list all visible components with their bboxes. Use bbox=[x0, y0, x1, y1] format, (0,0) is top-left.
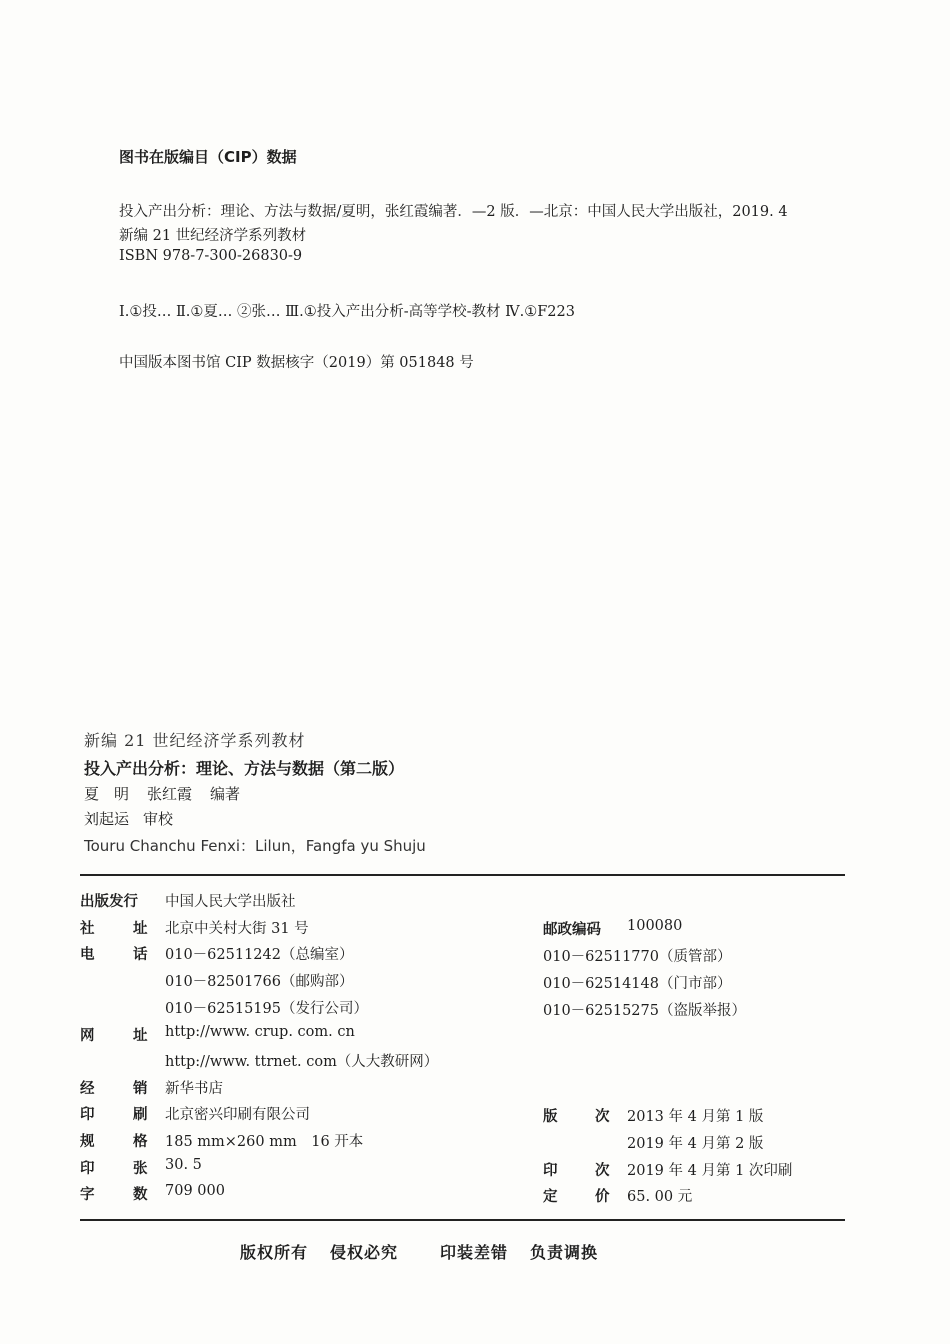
sheets-value: 30. 5 bbox=[165, 1157, 202, 1173]
edition-label-b: 次 bbox=[595, 1109, 610, 1125]
author-2: 张红霞 bbox=[147, 785, 193, 803]
web-url-2[interactable]: http://www. ttrnet. com（人大教研网） bbox=[165, 1054, 439, 1070]
book-title: 投入产出分析：理论、方法与数据（第二版） bbox=[84, 759, 405, 778]
printing-value: 2019 年 4 月第 1 次印刷 bbox=[627, 1163, 793, 1179]
notice-rights: 版权所有 bbox=[240, 1243, 309, 1262]
reviewer-role: 审校 bbox=[143, 810, 174, 828]
postcode-value: 100080 bbox=[627, 918, 683, 934]
printing-label-a: 印 bbox=[543, 1163, 558, 1179]
print-label-b: 刷 bbox=[133, 1107, 148, 1123]
cip-title: 图书在版编目（CIP）数据 bbox=[119, 148, 297, 166]
web-url-1[interactable]: http://www. crup. com. cn bbox=[165, 1024, 355, 1040]
book-reviewer bbox=[84, 808, 173, 829]
printing-label-b: 次 bbox=[595, 1163, 610, 1179]
sheets-label-a: 印 bbox=[80, 1161, 95, 1177]
reviewer-name: 刘起运 bbox=[84, 810, 130, 828]
cip-isbn: ISBN 978-7-300-26830-9 bbox=[119, 248, 303, 264]
price-label-a: 定 bbox=[543, 1189, 558, 1205]
dist-value: 新华书店 bbox=[165, 1081, 223, 1097]
cip-classification: Ⅰ.①投… Ⅱ.①夏… ②张… Ⅲ.①投入产出分析-高等学校-教材 Ⅳ.①F223 bbox=[119, 304, 575, 320]
print-label-a: 印 bbox=[80, 1107, 95, 1123]
cip-series: 新编 21 世纪经济学系列教材 bbox=[119, 228, 307, 244]
address-label-b: 址 bbox=[133, 921, 148, 937]
address-label-a: 社 bbox=[80, 921, 95, 937]
publisher-value: 中国人民大学出版社 bbox=[165, 894, 296, 910]
phone-left-2: 010－82501766（邮购部） bbox=[165, 974, 354, 990]
author-role: 编著 bbox=[210, 785, 241, 803]
book-authors bbox=[84, 783, 240, 804]
dist-label-a: 经 bbox=[80, 1081, 95, 1097]
phone-label-a: 电 bbox=[80, 947, 95, 963]
cip-verification: 中国版本图书馆 CIP 数据核字（2019）第 051848 号 bbox=[119, 355, 474, 371]
book-series: 新编 21 世纪经济学系列教材 bbox=[84, 731, 306, 750]
phone-label-b: 话 bbox=[133, 947, 148, 963]
spec-label-a: 规 bbox=[80, 1134, 95, 1150]
copyright-notice bbox=[240, 1240, 620, 1263]
notice-defects: 印装差错 bbox=[440, 1243, 509, 1262]
phone-left-3: 010－62515195（发行公司） bbox=[165, 1001, 368, 1017]
edition-1: 2013 年 4 月第 1 版 bbox=[627, 1109, 764, 1125]
notice-exchange: 负责调换 bbox=[530, 1243, 599, 1262]
author-1: 夏 明 bbox=[84, 785, 130, 803]
dist-label-b: 销 bbox=[133, 1081, 148, 1097]
words-label-a: 字 bbox=[80, 1187, 95, 1203]
edition-label-a: 版 bbox=[543, 1109, 558, 1125]
top-divider bbox=[80, 874, 845, 876]
web-label-a: 网 bbox=[80, 1028, 95, 1044]
publisher-label: 出版发行 bbox=[80, 894, 138, 910]
address-value: 北京中关村大街 31 号 bbox=[165, 921, 309, 937]
phone-right-1: 010－62511770（质管部） bbox=[543, 949, 732, 965]
sheets-label-b: 张 bbox=[133, 1161, 148, 1177]
cip-citation: 投入产出分析：理论、方法与数据/夏明，张红霞编著．—2 版．—北京：中国人民大学出版社，2019. 4 bbox=[119, 204, 788, 220]
phone-left-1: 010－62511242（总编室） bbox=[165, 947, 354, 963]
phone-right-2: 010－62514148（门市部） bbox=[543, 976, 732, 992]
price-label-b: 价 bbox=[595, 1189, 610, 1205]
edition-2: 2019 年 4 月第 2 版 bbox=[627, 1136, 764, 1152]
print-value: 北京密兴印刷有限公司 bbox=[165, 1107, 310, 1123]
postcode-label: 邮政编码 bbox=[543, 922, 601, 938]
bottom-divider bbox=[80, 1219, 845, 1221]
notice-infringement: 侵权必究 bbox=[330, 1243, 399, 1262]
phone-right-3: 010－62515275（盗版举报） bbox=[543, 1003, 746, 1019]
spec-value: 185 mm×260 mm 16 开本 bbox=[165, 1134, 364, 1150]
web-label-b: 址 bbox=[133, 1028, 148, 1044]
words-value: 709 000 bbox=[165, 1183, 225, 1199]
book-pinyin-title: Touru Chanchu Fenxi：Lilun，Fangfa yu Shuju bbox=[84, 837, 426, 855]
price-value: 65. 00 元 bbox=[627, 1189, 693, 1205]
words-label-b: 数 bbox=[133, 1187, 148, 1203]
spec-label-b: 格 bbox=[133, 1134, 148, 1150]
